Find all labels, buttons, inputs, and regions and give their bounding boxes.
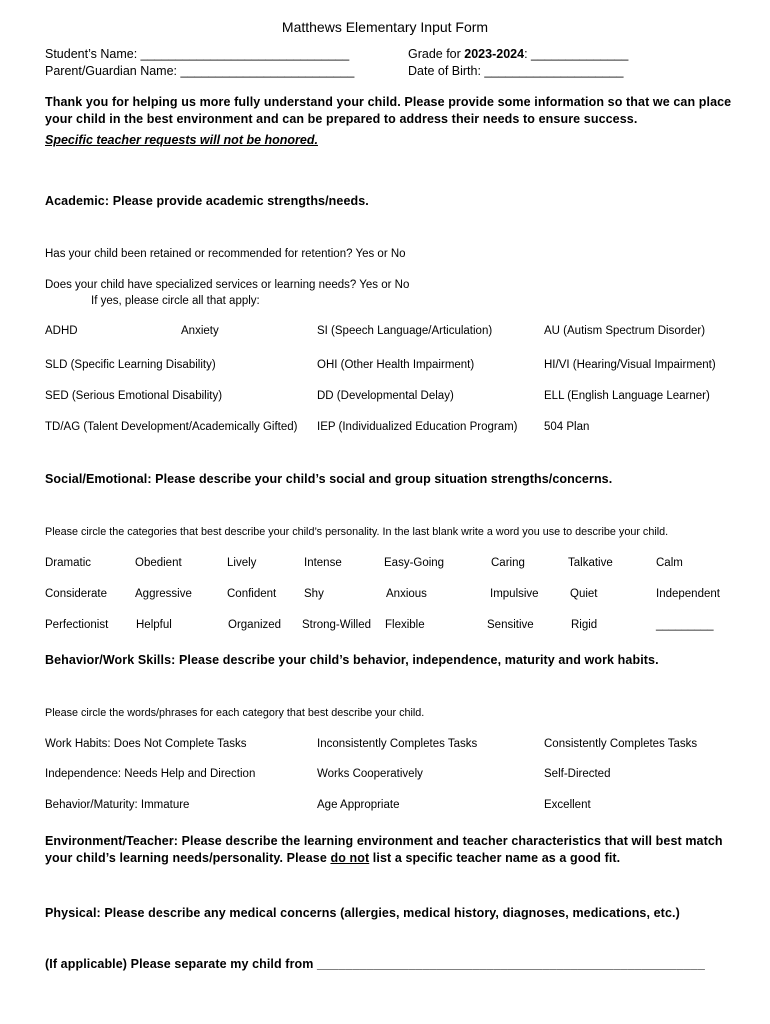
option-sld[interactable]: SLD (Specific Learning Disability) [45,359,216,371]
personality-instruction: Please circle the categories that best describe your child’s personality. In the last blank write a word you use to describe your child. [45,526,669,538]
trait-option[interactable]: Obedient [135,557,182,569]
social-heading: Social/Emotional: Please describe your child’s social and group situation strengths/concerns. [45,472,613,486]
trait-option[interactable]: Sensitive [487,619,534,631]
independence-option[interactable]: Self-Directed [544,768,611,780]
trait-option[interactable]: Shy [304,588,324,600]
trait-option[interactable]: Anxious [386,588,427,600]
option-anxiety[interactable]: Anxiety [181,325,219,337]
option-iep[interactable]: IEP (Individualized Education Program) [317,421,518,433]
maturity-option[interactable]: Age Appropriate [317,799,400,811]
dob-field[interactable]: Date of Birth: ____________________ [408,64,624,78]
option-sed[interactable]: SED (Serious Emotional Disability) [45,390,223,402]
maturity-option[interactable]: Excellent [544,799,591,811]
academic-heading: Academic: Please provide academic strengths/needs. [45,194,369,208]
grade-year: 2023-2024 [464,47,525,61]
trait-option[interactable]: Talkative [568,557,613,569]
parent-name-field[interactable]: Parent/Guardian Name: _________________________ [45,64,355,78]
trait-blank-field[interactable]: _________ [656,619,714,631]
trait-option[interactable]: Impulsive [490,588,539,600]
environment-do-not: do not [330,851,370,865]
services-circle-instruction: If yes, please circle all that apply: [91,295,260,307]
option-504[interactable]: 504 Plan [544,421,590,433]
form-title: Matthews Elementary Input Form [281,19,489,35]
trait-option[interactable]: Independent [656,588,720,600]
physical-heading: Physical: Please describe any medical concerns (allergies, medical history, diagnoses, medications, etc.) [45,906,680,920]
option-adhd[interactable]: ADHD [45,325,78,337]
trait-option[interactable]: Calm [656,557,683,569]
services-question: Does your child have specialized services or learning needs? Yes or No [45,279,410,291]
trait-option[interactable]: Flexible [385,619,425,631]
trait-option[interactable]: Intense [304,557,342,569]
trait-option[interactable]: Confident [227,588,277,600]
trait-option[interactable]: Caring [491,557,525,569]
option-dd[interactable]: DD (Developmental Delay) [317,390,454,402]
retention-question: Has your child been retained or recommended for retention? Yes or No [45,248,406,260]
option-hivi[interactable]: HI/VI (Hearing/Visual Impairment) [544,359,716,371]
option-ohi[interactable]: OHI (Other Health Impairment) [317,359,475,371]
option-au[interactable]: AU (Autism Spectrum Disorder) [544,325,706,337]
option-ell[interactable]: ELL (English Language Learner) [544,390,710,402]
trait-option[interactable]: Lively [227,557,257,569]
work-habits-option[interactable]: Inconsistently Completes Tasks [317,738,478,750]
trait-option[interactable]: Quiet [570,588,598,600]
environment-text-b: list a specific teacher name as a good fit. [369,851,621,865]
independence-option[interactable]: Independence: Needs Help and Direction [45,768,256,780]
work-habits-option[interactable]: Consistently Completes Tasks [544,738,698,750]
trait-option[interactable]: Aggressive [135,588,192,600]
option-tdag[interactable]: TD/AG (Talent Development/Academically Gifted) [45,421,298,433]
trait-option[interactable]: Perfectionist [45,619,109,631]
trait-option[interactable]: Easy-Going [384,557,445,569]
trait-option[interactable]: Helpful [136,619,172,631]
trait-option[interactable]: Strong-Willed [302,619,372,631]
independence-option[interactable]: Works Cooperatively [317,768,423,780]
separate-child-field[interactable]: (If applicable) Please separate my child from _______________________________________________________ [45,957,705,971]
work-habits-option[interactable]: Work Habits: Does Not Complete Tasks [45,738,247,750]
teacher-request-note: Specific teacher requests will not be honored. [45,133,318,147]
environment-heading-line-2 [45,851,620,865]
environment-text-a: your child’s learning needs/personality. Please [45,851,331,865]
intro-line-2: your child in the best environment and can be prepared to address their needs to ensure success. [45,112,638,126]
student-name-field[interactable]: Student’s Name: ______________________________ [45,47,350,61]
trait-option[interactable]: Considerate [45,588,108,600]
behavior-heading: Behavior/Work Skills: Please describe your child’s behavior, independence, maturity and work habits. [45,653,659,667]
trait-option[interactable]: Rigid [571,619,598,631]
option-si[interactable]: SI (Speech Language/Articulation) [317,325,493,337]
behavior-instruction: Please circle the words/phrases for each category that best describe your child. [45,707,425,719]
environment-heading-line-1: Environment/Teacher: Please describe the learning environment and teacher characteristics that will best match [45,834,723,848]
trait-option[interactable]: Organized [228,619,282,631]
grade-prefix: Grade for [408,47,465,61]
grade-suffix: : ______________ [524,47,629,61]
trait-option[interactable]: Dramatic [45,557,92,569]
intro-line-1: Thank you for helping us more fully understand your child. Please provide some information so that we can place [45,95,732,109]
maturity-option[interactable]: Behavior/Maturity: Immature [45,799,190,811]
grade-field[interactable] [408,47,628,61]
